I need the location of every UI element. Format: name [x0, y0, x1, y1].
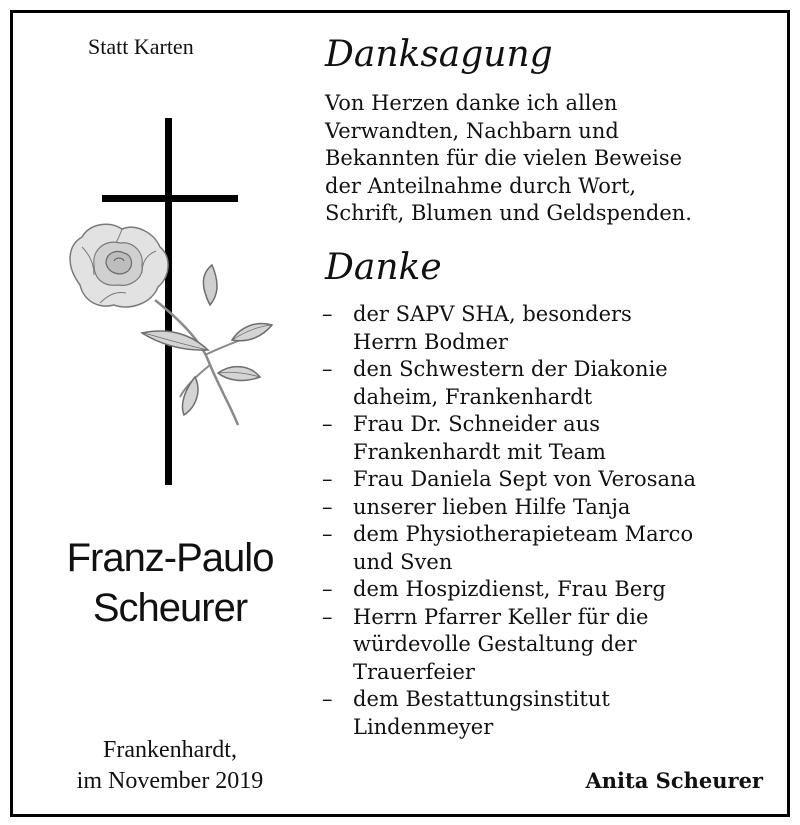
cross-horizontal-bar [102, 195, 238, 202]
place-date [30, 735, 310, 797]
list-item [322, 521, 782, 576]
deceased-last-name: Scheurer [92, 586, 248, 630]
list-dash: – [322, 357, 333, 381]
list-item-line: dem Hospizdienst, Frau Berg [353, 577, 666, 601]
place-line: Frankenhardt, [103, 737, 237, 763]
list-item-line: den Schwestern der Diakonie [353, 357, 668, 381]
list-item [322, 411, 782, 466]
statt-karten-label: Statt Karten [88, 34, 194, 59]
list-item-line: der SAPV SHA, besonders [353, 302, 632, 326]
intro-line: Bekannten für die vielen Beweise [325, 146, 683, 170]
list-item-line: Herrn Bodmer [353, 329, 508, 354]
list-item-line: Lindenmeyer [353, 714, 494, 739]
list-item-line: unserer lieben Hilfe Tanja [353, 494, 631, 519]
thanks-list [322, 301, 782, 741]
list-dash: – [322, 467, 333, 491]
danksagung-heading: Danksagung [325, 34, 553, 75]
list-item [322, 356, 782, 411]
list-dash: – [322, 302, 333, 326]
list-dash: – [322, 577, 333, 601]
danke-heading: Danke [325, 247, 442, 288]
list-item [322, 494, 782, 522]
list-item-line: Trauerfeier [353, 659, 475, 684]
list-item-line: Frau Dr. Schneider aus [353, 412, 600, 436]
cross-with-rose-icon [60, 115, 280, 495]
intro-line: der Anteilnahme durch Wort, [325, 173, 637, 198]
signature: Anita Scheurer [585, 768, 763, 793]
list-dash: – [322, 494, 333, 519]
list-item-line: Frankenhardt mit Team [353, 439, 606, 464]
intro-line: Schrift, Blumen und Geldspenden. [325, 201, 692, 225]
list-dash: – [322, 687, 333, 711]
intro-line: Verwandten, Nachbarn und [325, 118, 619, 143]
list-dash: – [322, 412, 333, 436]
list-dash: – [322, 522, 333, 546]
list-item-line: dem Physiotherapieteam Marco [353, 522, 694, 546]
list-dash: – [322, 604, 333, 629]
list-item-line: dem Bestattungsinstitut [353, 687, 610, 711]
list-item [322, 604, 782, 687]
list-item-line: würdevolle Gestaltung der [353, 632, 637, 656]
intro-text [325, 90, 785, 228]
list-item-line: daheim, Frankenhardt [353, 384, 593, 409]
list-item-line: Frau Daniela Sept von Verosana [353, 467, 697, 491]
list-item-line: Herrn Pfarrer Keller für die [353, 604, 649, 629]
date-line: im November 2019 [76, 768, 264, 794]
list-item [322, 301, 782, 356]
cross-vertical-bar [165, 118, 172, 485]
list-item-line: und Sven [353, 549, 453, 574]
deceased-first-name: Franz-Paulo [66, 536, 274, 580]
list-item [322, 466, 782, 494]
intro-line: Von Herzen danke ich allen [325, 91, 618, 115]
list-item [322, 686, 782, 741]
rose-icon [70, 224, 168, 307]
list-item [322, 576, 782, 604]
